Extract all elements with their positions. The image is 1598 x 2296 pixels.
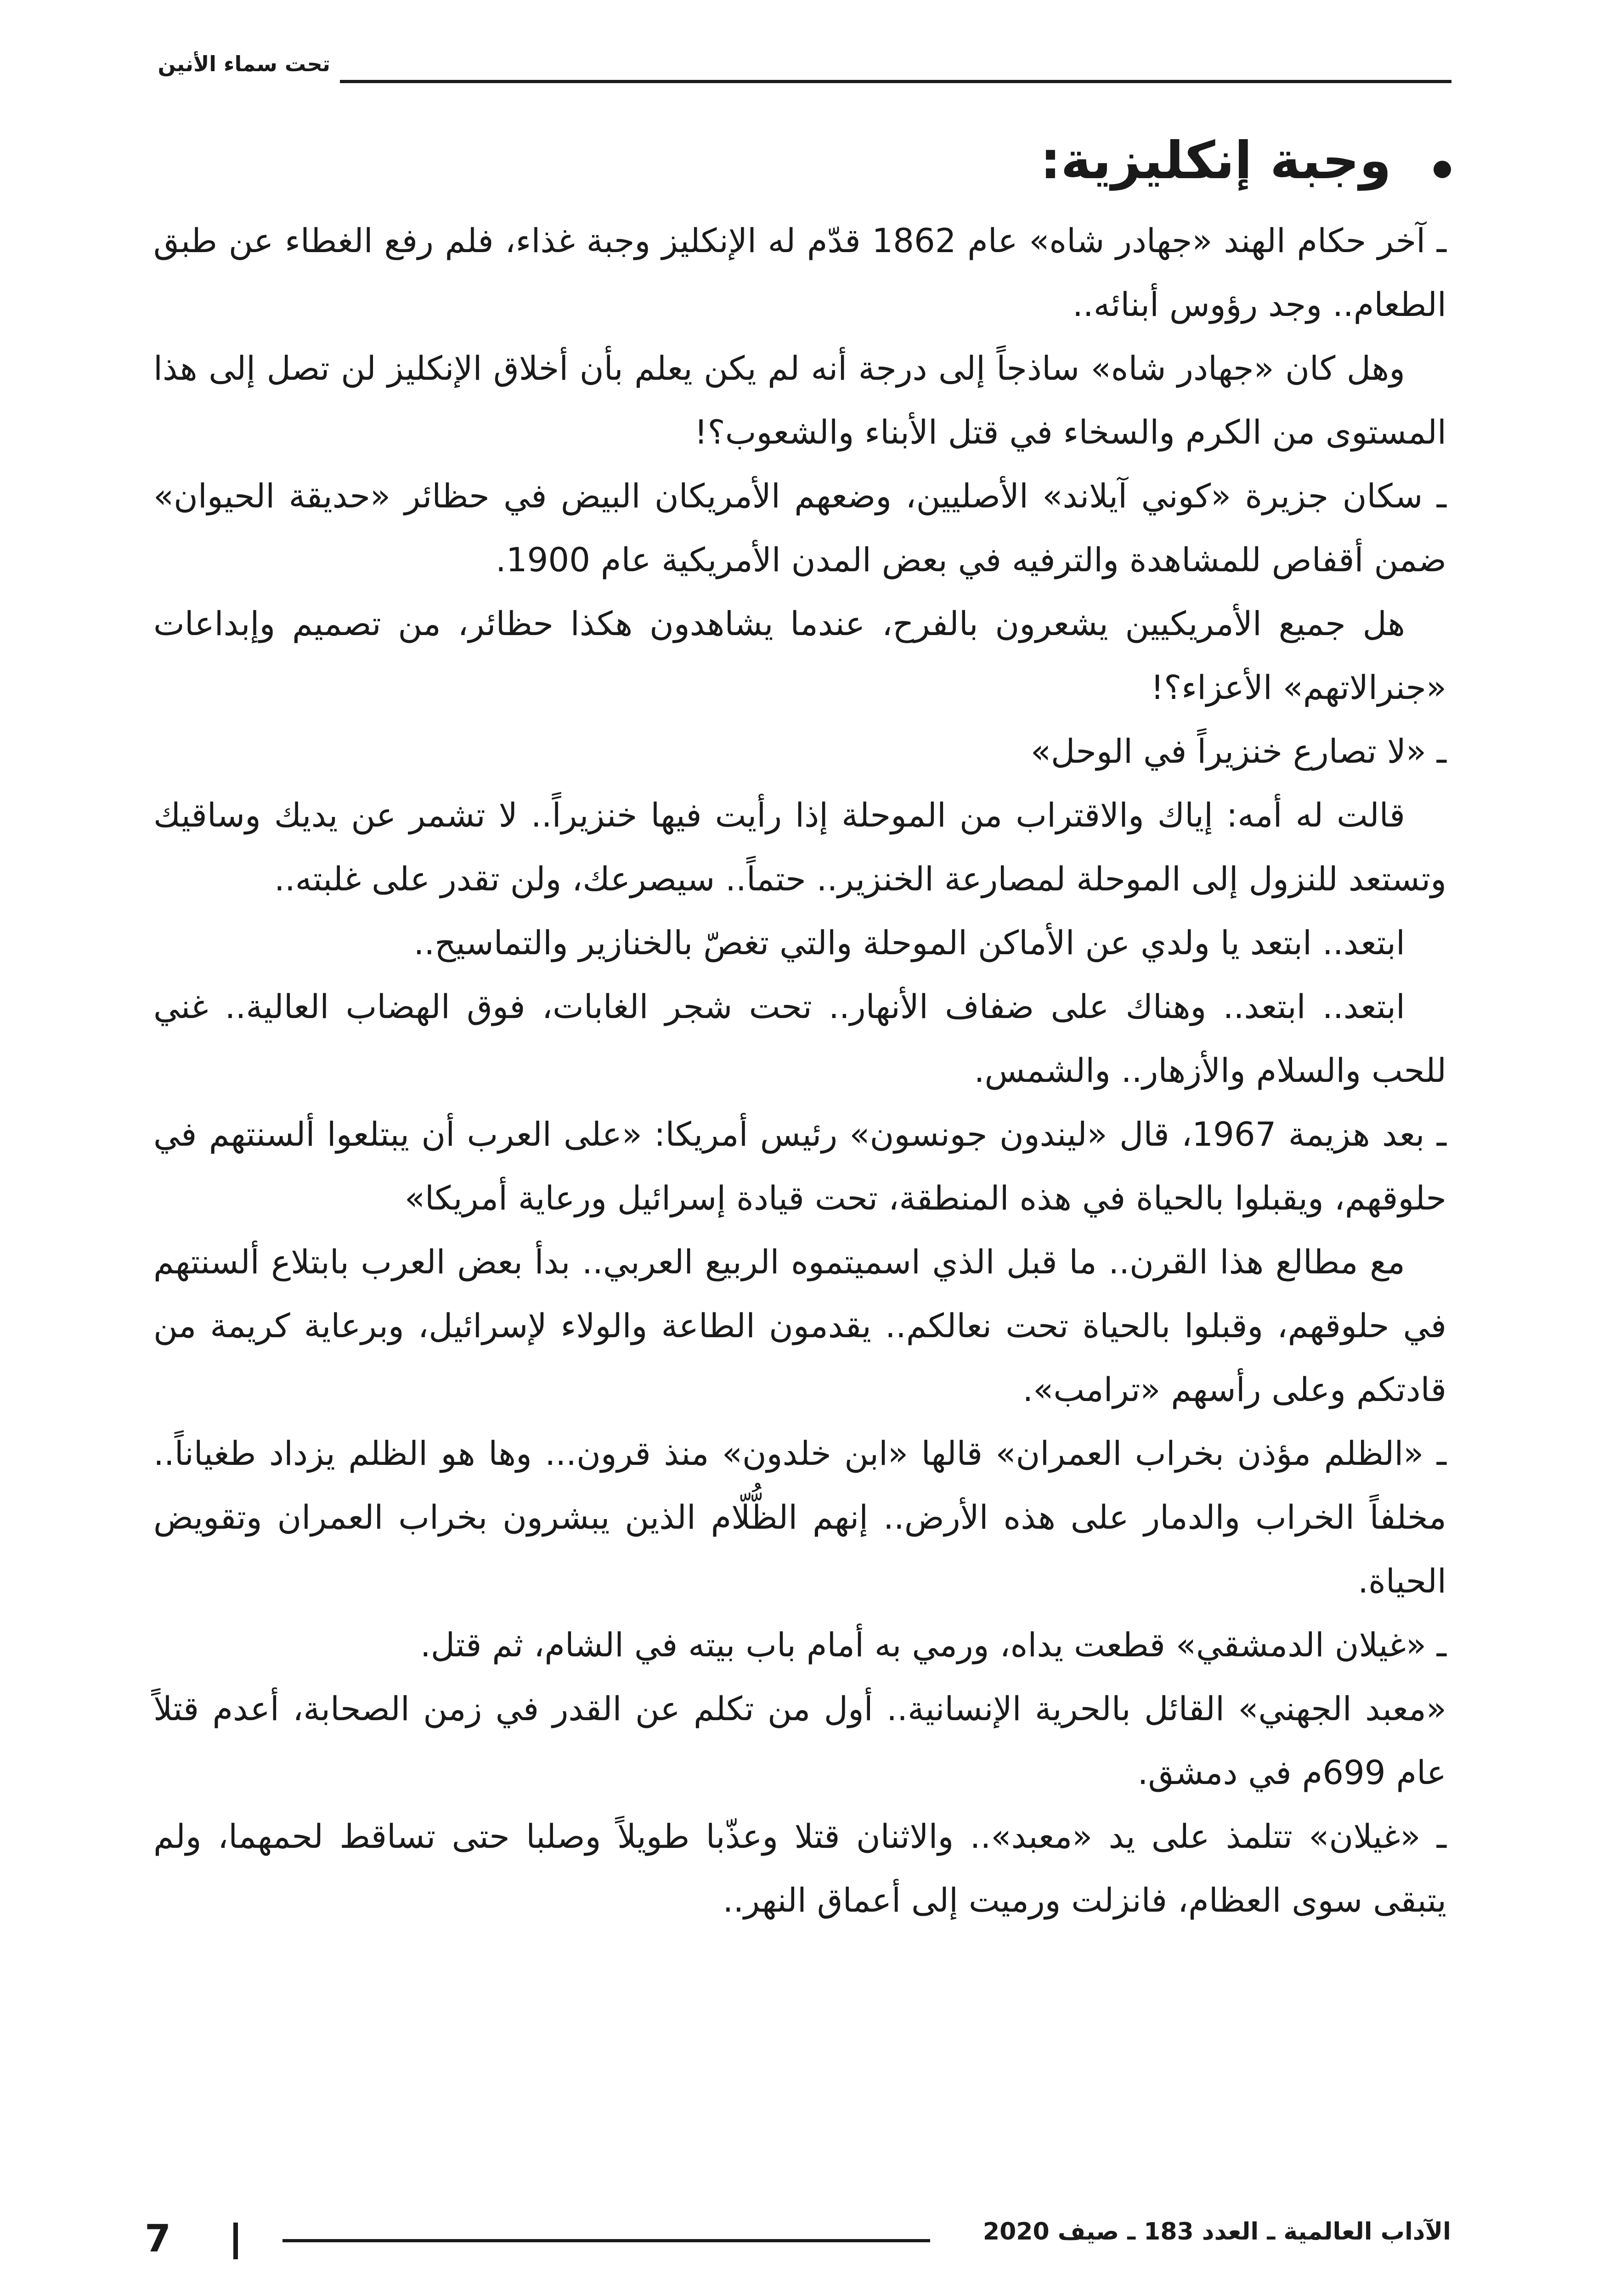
paragraph: ـ «الظلم مؤذن بخراب العمران» قالها «ابن خلدون» منذ قرون... وها هو الظلم يزداد طغياناً.. مخلفاً الخراب والدمار على هذه الأرض.. إنهم الظُّلّام الذين يبشرون بخراب العمران وتقويض الحياة. <box>153 1434 1446 1600</box>
paragraph: ـ «غيلان الدمشقي» قطعت يداه، ورمي به أمام باب بيته في الشام، ثم قتل. <box>420 1626 1446 1664</box>
footer-journal-info: الآداب العالمية ـ العدد 183 ـ صيف 2020 <box>983 2218 1451 2245</box>
paragraph: قالت له أمه: إياك والاقتراب من الموحلة إذا رأيت فيها خنزيراً.. لا تشمر عن يديك وساقيك وتستعد للنزول إلى الموحلة لمصارعة الخنزير.. حتماً.. سيصرعك، ولن تقدر على غلبته.. <box>153 796 1446 898</box>
paragraph: مع مطالع هذا القرن.. ما قبل الذي اسميتموه الربيع العربي.. بدأ بعض العرب بابتلاع ألسنتهم في حلوقهم، وقبلوا بالحياة تحت نعالكم.. يقدمون الطاعة والولاء لإسرائيل، وبرعاية كريمة من قادتكم وعلى رأسهم «ترامب». <box>153 1243 1446 1409</box>
header-rule <box>340 80 1451 83</box>
footer-rule <box>282 2239 930 2242</box>
bullet-icon <box>1434 161 1451 178</box>
paragraph: ـ «غيلان» تتلمذ على يد «معبد».. والاثنان قتلا وعذّبا طويلاً وصلبا حتى تساقط لحمهما، ولم يتبقى سوى العظام، فانزلت ورميت إلى أعماق النهر.. <box>153 1817 1446 1919</box>
paragraph: هل جميع الأمريكيين يشعرون بالفرح، عندما يشاهدون هكذا حظائر، من تصميم وإبداعات «جنرالاتهم» الأعزاء؟! <box>153 604 1446 707</box>
paragraph: «معبد الجهني» القائل بالحرية الإنسانية.. أول من تكلم عن القدر في زمن الصحابة، أعدم قتلاً عام 699م في دمشق. <box>153 1689 1446 1792</box>
running-head-title: تحت سماء الأنين <box>158 51 330 76</box>
paragraph: ابتعد.. ابتعد.. وهناك على ضفاف الأنهار.. تحت شجر الغابات، فوق الهضاب العالية.. غني للحب والسلام والأزهار.. والشمس. <box>153 987 1446 1090</box>
page-number: 7 <box>145 2217 171 2261</box>
section-title: وجبة إنكليزية: <box>1040 131 1391 191</box>
paragraph: ـ سكان جزيرة «كوني آيلاند» الأصليين، وضعهم الأمريكان البيض في حظائر «حديقة الحيوان» ضمن أقفاص للمشاهدة والترفيه في بعض المدن الأمريكية عام 1900. <box>153 477 1446 579</box>
article-body <box>153 209 1446 1932</box>
paragraph: وهل كان «جهادر شاه» ساذجاً إلى درجة أنه لم يكن يعلم بأن أخلاق الإنكليز لن تصل إلى هذا المستوى من الكرم والسخاء في قتل الأبناء والشعوب؟! <box>153 349 1446 451</box>
paragraph: ـ «لا تصارع خنزيراً في الوحل» <box>1030 732 1446 771</box>
footer-separator-bar <box>233 2223 238 2259</box>
paragraph: ـ آخر حكام الهند «جهادر شاه» عام 1862 قدّم له الإنكليز وجبة غذاء، فلم رفع الغطاء عن طبق الطعام.. وجد رؤوس أبنائه.. <box>153 221 1446 324</box>
paragraph: ابتعد.. ابتعد يا ولدي عن الأماكن الموحلة والتي تغصّ بالخنازير والتماسيح.. <box>413 923 1405 962</box>
paragraph: ـ بعد هزيمة 1967، قال «ليندون جونسون» رئيس أمريكا: «على العرب أن يبتلعوا ألسنتهم في حلوقهم، ويقبلوا بالحياة في هذه المنطقة، تحت قيادة إسرائيل ورعاية أمريكا» <box>153 1115 1446 1217</box>
